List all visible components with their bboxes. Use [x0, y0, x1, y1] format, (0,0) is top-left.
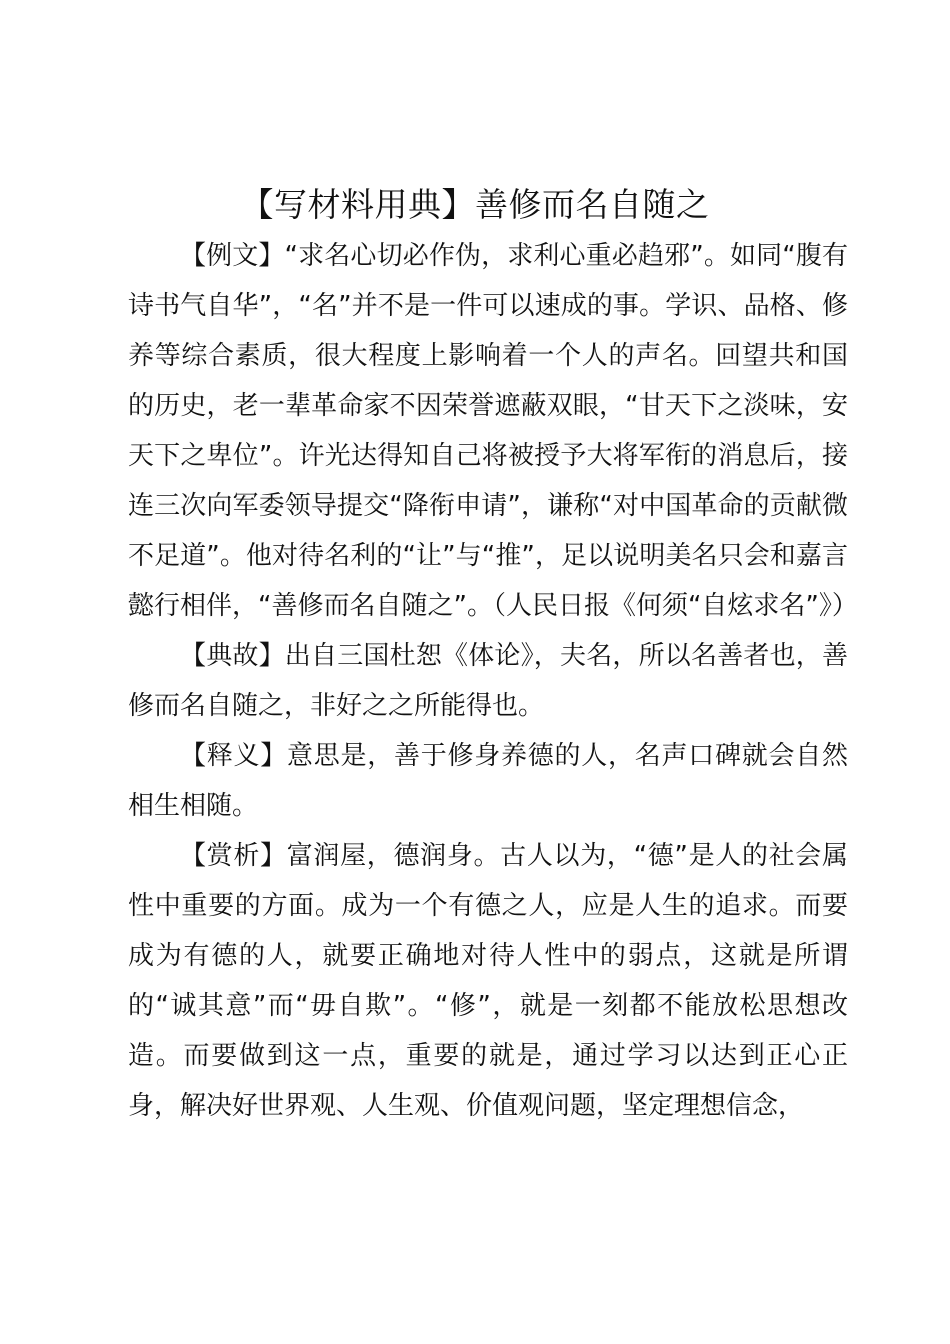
paragraph-meaning: 【释义】意思是，善于修身养德的人，名声口碑就会自然相生相随。: [128, 741, 848, 821]
paragraph-example: 【例文】“求名心切必作伪，求利心重必趋邪”。如同“腹有诗书气自华”，“名”并不是一件可以速成的事。学识、品格、修养等综合素质，很大程度上影响着一个人的声名。回望共和国的历史，老一辈革命家不因荣誉遮蔽双眼，“甘天下之淡味，安天下之卑位”。许光达得知自己将被授予大将军衔的消息后，接连三次向军委领导提交“降衔申请”，谦称“对中国革命的贡献微不足道”。他对待名利的“让”与“推”，足以说明美名只会和嘉言懿行相伴，“善修而名自随之”。（人民日报《何须“自炫求名”》）: [128, 241, 858, 621]
document-title: 【写材料用典】善修而名自随之: [240, 185, 710, 224]
document-body: [128, 231, 858, 1131]
paragraph-allusion: 【典故】出自三国杜恕《体论》，夫名，所以名善者也，善修而名自随之，非好之之所能得也。: [128, 641, 848, 721]
paragraph-appreciation: 【赏析】富润屋，德润身。古人以为，“德”是人的社会属性中重要的方面。成为一个有德之人，应是人生的追求。而要成为有德的人，就要正确地对待人性中的弱点，这就是所谓的“诚其意”而“毋自欺”。“修”，就是一刻都不能放松思想改造。而要做到这一点，重要的就是，通过学习以达到正心正身，解决好世界观、人生观、价值观问题，坚定理想信念，: [128, 841, 848, 1121]
